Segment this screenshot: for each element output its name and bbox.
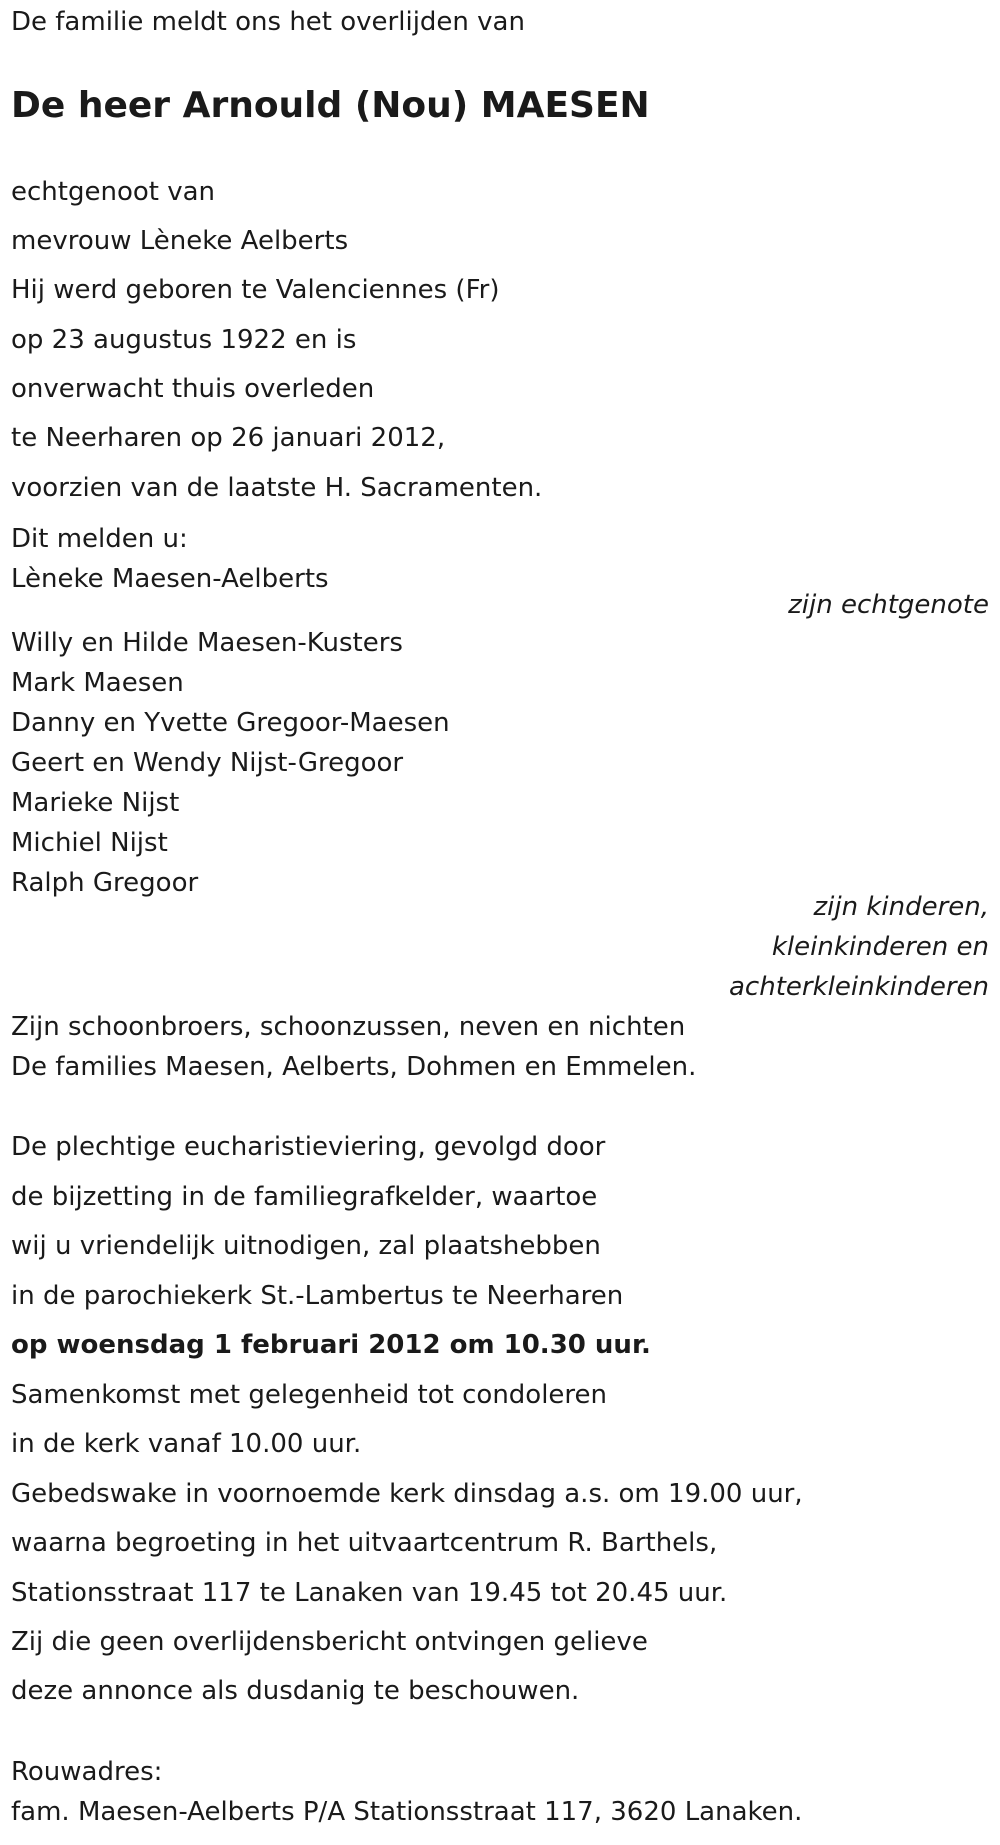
intro-text: De familie meldt ons het overlijden van [11, 7, 525, 37]
bio-line: onverwacht thuis overleden [11, 374, 375, 404]
spouse-name: Lèneke Maesen-Aelberts [11, 564, 329, 594]
service-info-line: Gebedswake in voornoemde kerk dinsdag a.s. om 19.00 uur, [11, 1479, 803, 1509]
extended-family-line: Zijn schoonbroers, schoonzussen, neven en nichten [11, 1012, 686, 1042]
service-line: de bijzetting in de familiegrafkelder, waartoe [11, 1182, 598, 1212]
descendant-name: Danny en Yvette Gregoor-Maesen [11, 708, 450, 738]
service-line: in de parochiekerk St.-Lambertus te Neerharen [11, 1281, 624, 1311]
bio-line: te Neerharen op 26 januari 2012, [11, 423, 446, 453]
service-line: wij u vriendelijk uitnodigen, zal plaatshebben [11, 1231, 601, 1261]
address-label: Rouwadres: [11, 1757, 163, 1787]
service-line: De plechtige eucharistieviering, gevolgd door [11, 1132, 606, 1162]
bio-line: Hij werd geboren te Valenciennes (Fr) [11, 275, 500, 305]
announcers-intro: Dit melden u: [11, 524, 188, 554]
descendant-name: Michiel Nijst [11, 828, 168, 858]
descendants-relation: achterkleinkinderen [729, 972, 989, 1002]
service-datetime: op woensdag 1 februari 2012 om 10.30 uur. [11, 1330, 651, 1360]
service-info-line: deze annonce als dusdanig te beschouwen. [11, 1676, 580, 1706]
service-info-line: Zij die geen overlijdensbericht ontvingen gelieve [11, 1627, 648, 1657]
descendants-relation: kleinkinderen en [771, 932, 989, 962]
service-info-line: Samenkomst met gelegenheid tot condoleren [11, 1380, 608, 1410]
deceased-name: De heer Arnould (Nou) MAESEN [11, 85, 650, 126]
spouse-relation: zijn echtgenote [788, 590, 989, 620]
descendant-name: Willy en Hilde Maesen-Kusters [11, 628, 403, 658]
descendant-name: Mark Maesen [11, 668, 184, 698]
address-value: fam. Maesen-Aelberts P/A Stationsstraat 117, 3620 Lanaken. [11, 1797, 803, 1827]
service-info-line: in de kerk vanaf 10.00 uur. [11, 1429, 362, 1459]
service-info-line: waarna begroeting in het uitvaartcentrum R. Barthels, [11, 1528, 718, 1558]
descendant-name: Marieke Nijst [11, 788, 180, 818]
descendant-name: Geert en Wendy Nijst-Gregoor [11, 748, 404, 778]
bio-line: op 23 augustus 1922 en is [11, 325, 357, 355]
bio-line: voorzien van de laatste H. Sacramenten. [11, 473, 543, 503]
extended-family-line: De families Maesen, Aelberts, Dohmen en Emmelen. [11, 1052, 697, 1082]
service-info-line: Stationsstraat 117 te Lanaken van 19.45 tot 20.45 uur. [11, 1578, 728, 1608]
bio-line: mevrouw Lèneke Aelberts [11, 226, 349, 256]
descendants-relation: zijn kinderen, [813, 892, 989, 922]
bio-line: echtgenoot van [11, 177, 216, 207]
descendant-name: Ralph Gregoor [11, 868, 199, 898]
